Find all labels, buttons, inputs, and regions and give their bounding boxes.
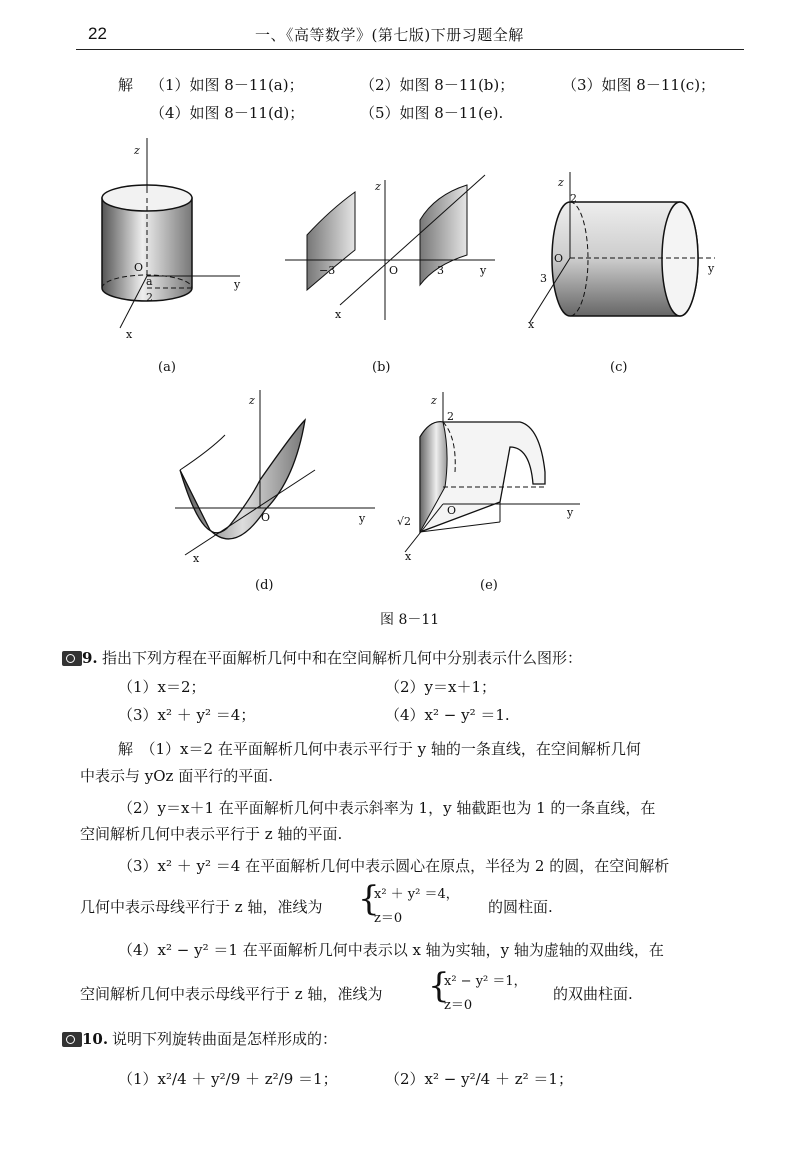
answer-item-5: （5）如图 8－11(e). (360, 104, 504, 122)
figure-a-cylinder (90, 138, 250, 348)
answer-item-3: （3）如图 8－11(c)； (562, 76, 716, 94)
fig-e-sqrt2-label: √2 (397, 515, 412, 528)
caption-a: (a) (158, 360, 176, 375)
fig-e-origin-label: O (447, 504, 457, 517)
fig-e-2-label: 2 (447, 410, 454, 423)
fig-d-y-label: y (359, 512, 366, 525)
brace-9-3: { (358, 879, 380, 919)
fig-b-z-label: z (375, 180, 381, 193)
solution-9-2-line-a: （2）y＝x＋1 在平面解析几何中表示斜率为 1，y 轴截距也为 1 的一条直线，在 (118, 799, 656, 817)
caption-c: (c) (610, 360, 628, 375)
solution-9-1-line-b: 中表示与 yOz 面平行的平面. (80, 767, 273, 785)
problem-10-item-2: （2）x² − y²/4 ＋ z² ＝1； (385, 1070, 573, 1088)
solution-9-3-line-b: 几何中表示母线平行于 z 轴，准线为 (80, 898, 323, 916)
caption-d: (d) (255, 578, 274, 593)
problem-9-icon (62, 651, 82, 666)
fig-a-2-label: 2 (146, 291, 153, 304)
caption-e: (e) (480, 578, 498, 593)
solution-9-3-line-c: 的圆柱面. (488, 898, 553, 916)
fig-b-3-label: 3 (437, 264, 444, 277)
header-rule (76, 49, 744, 50)
fig-a-a-label: a (146, 275, 153, 288)
answer-item-1: （1）如图 8－11(a)； (150, 76, 304, 94)
fig-a-z-label: z (134, 144, 140, 157)
problem-10-number: 10. (82, 1030, 109, 1048)
fig-e-y-label: y (567, 506, 574, 519)
solution-9-3-line-a: （3）x² ＋ y² ＝4 在平面解析几何中表示圆心在原点，半径为 2 的圆，在空间解析 (118, 857, 670, 875)
fig-c-x-label: x (528, 318, 535, 331)
fig-b-y-label: y (480, 264, 487, 277)
problem-10-text: 说明下列旋转曲面是怎样形成的： (112, 1030, 338, 1048)
fig-b-origin-label: O (389, 264, 399, 277)
solution-9-2-line-b: 空间解析几何中表示平行于 z 轴的平面. (80, 825, 343, 843)
solution-9-3-system-2: z＝0 (374, 911, 403, 926)
answer-label: 解 (118, 76, 134, 94)
figure-caption: 图 8－11 (380, 612, 440, 628)
solution-9-1-line-a: 解 （1）x＝2 在平面解析几何中表示平行于 y 轴的一条直线，在空间解析几何 (118, 740, 641, 758)
brace-9-4: { (428, 966, 450, 1006)
problem-9-item-4: （4）x² − y² ＝1. (385, 706, 510, 724)
solution-9-4-line-b: 空间解析几何中表示母线平行于 z 轴，准线为 (80, 985, 383, 1003)
problem-9-item-3: （3）x² ＋ y² ＝4； (118, 706, 256, 724)
fig-c-z-label: z (558, 176, 564, 189)
fig-c-y-label: y (708, 262, 715, 275)
figure-d-parabolic-cylinder (165, 390, 385, 565)
problem-10-icon (62, 1032, 82, 1047)
problem-9-number: 9. (82, 649, 98, 667)
fig-e-z-label: z (431, 394, 437, 407)
figure-c-cylinder (520, 172, 730, 332)
solution-9-3-system-1: x² ＋ y² ＝4， (374, 887, 459, 902)
fig-a-x-label: x (126, 328, 133, 341)
fig-d-z-label: z (249, 394, 255, 407)
problem-9-text: 指出下列方程在平面解析几何中和在空间解析几何中分别表示什么图形： (102, 649, 583, 667)
page-number: 22 (88, 24, 107, 43)
solution-9-4-line-c: 的双曲柱面. (553, 985, 633, 1003)
fig-b-x-label: x (335, 308, 342, 321)
fig-c-origin-label: O (554, 252, 564, 265)
solution-9-4-system-1: x² − y² ＝1， (444, 974, 527, 989)
figure-e-surface (395, 392, 595, 562)
problem-9-item-1: （1）x＝2； (118, 678, 206, 696)
problem-10-item-1: （1）x²/4 ＋ y²/9 ＋ z²/9 ＝1； (118, 1070, 338, 1088)
fig-a-y-label: y (234, 278, 241, 291)
solution-9-4-line-a: （4）x² − y² ＝1 在平面解析几何中表示以 x 轴为实轴，y 轴为虚轴的双曲线，在 (118, 941, 664, 959)
problem-9-item-2: （2）y＝x＋1； (385, 678, 497, 696)
fig-d-origin-label: O (261, 511, 271, 524)
answer-item-4: （4）如图 8－11(d)； (150, 104, 305, 122)
fig-c-2-label: 2 (570, 192, 577, 205)
fig-c-3-label: 3 (540, 272, 547, 285)
fig-e-x-label: x (405, 550, 412, 563)
caption-b: (b) (372, 360, 391, 375)
figure-b-surface (285, 170, 505, 320)
fig-d-x-label: x (193, 552, 200, 565)
fig-b-neg3-label: −3 (319, 264, 336, 277)
fig-a-origin-label: O (134, 261, 144, 274)
answer-item-2: （2）如图 8－11(b)； (360, 76, 515, 94)
running-header-title: 一、《高等数学》(第七版)下册习题全解 (255, 26, 524, 44)
solution-9-4-system-2: z＝0 (444, 998, 473, 1013)
